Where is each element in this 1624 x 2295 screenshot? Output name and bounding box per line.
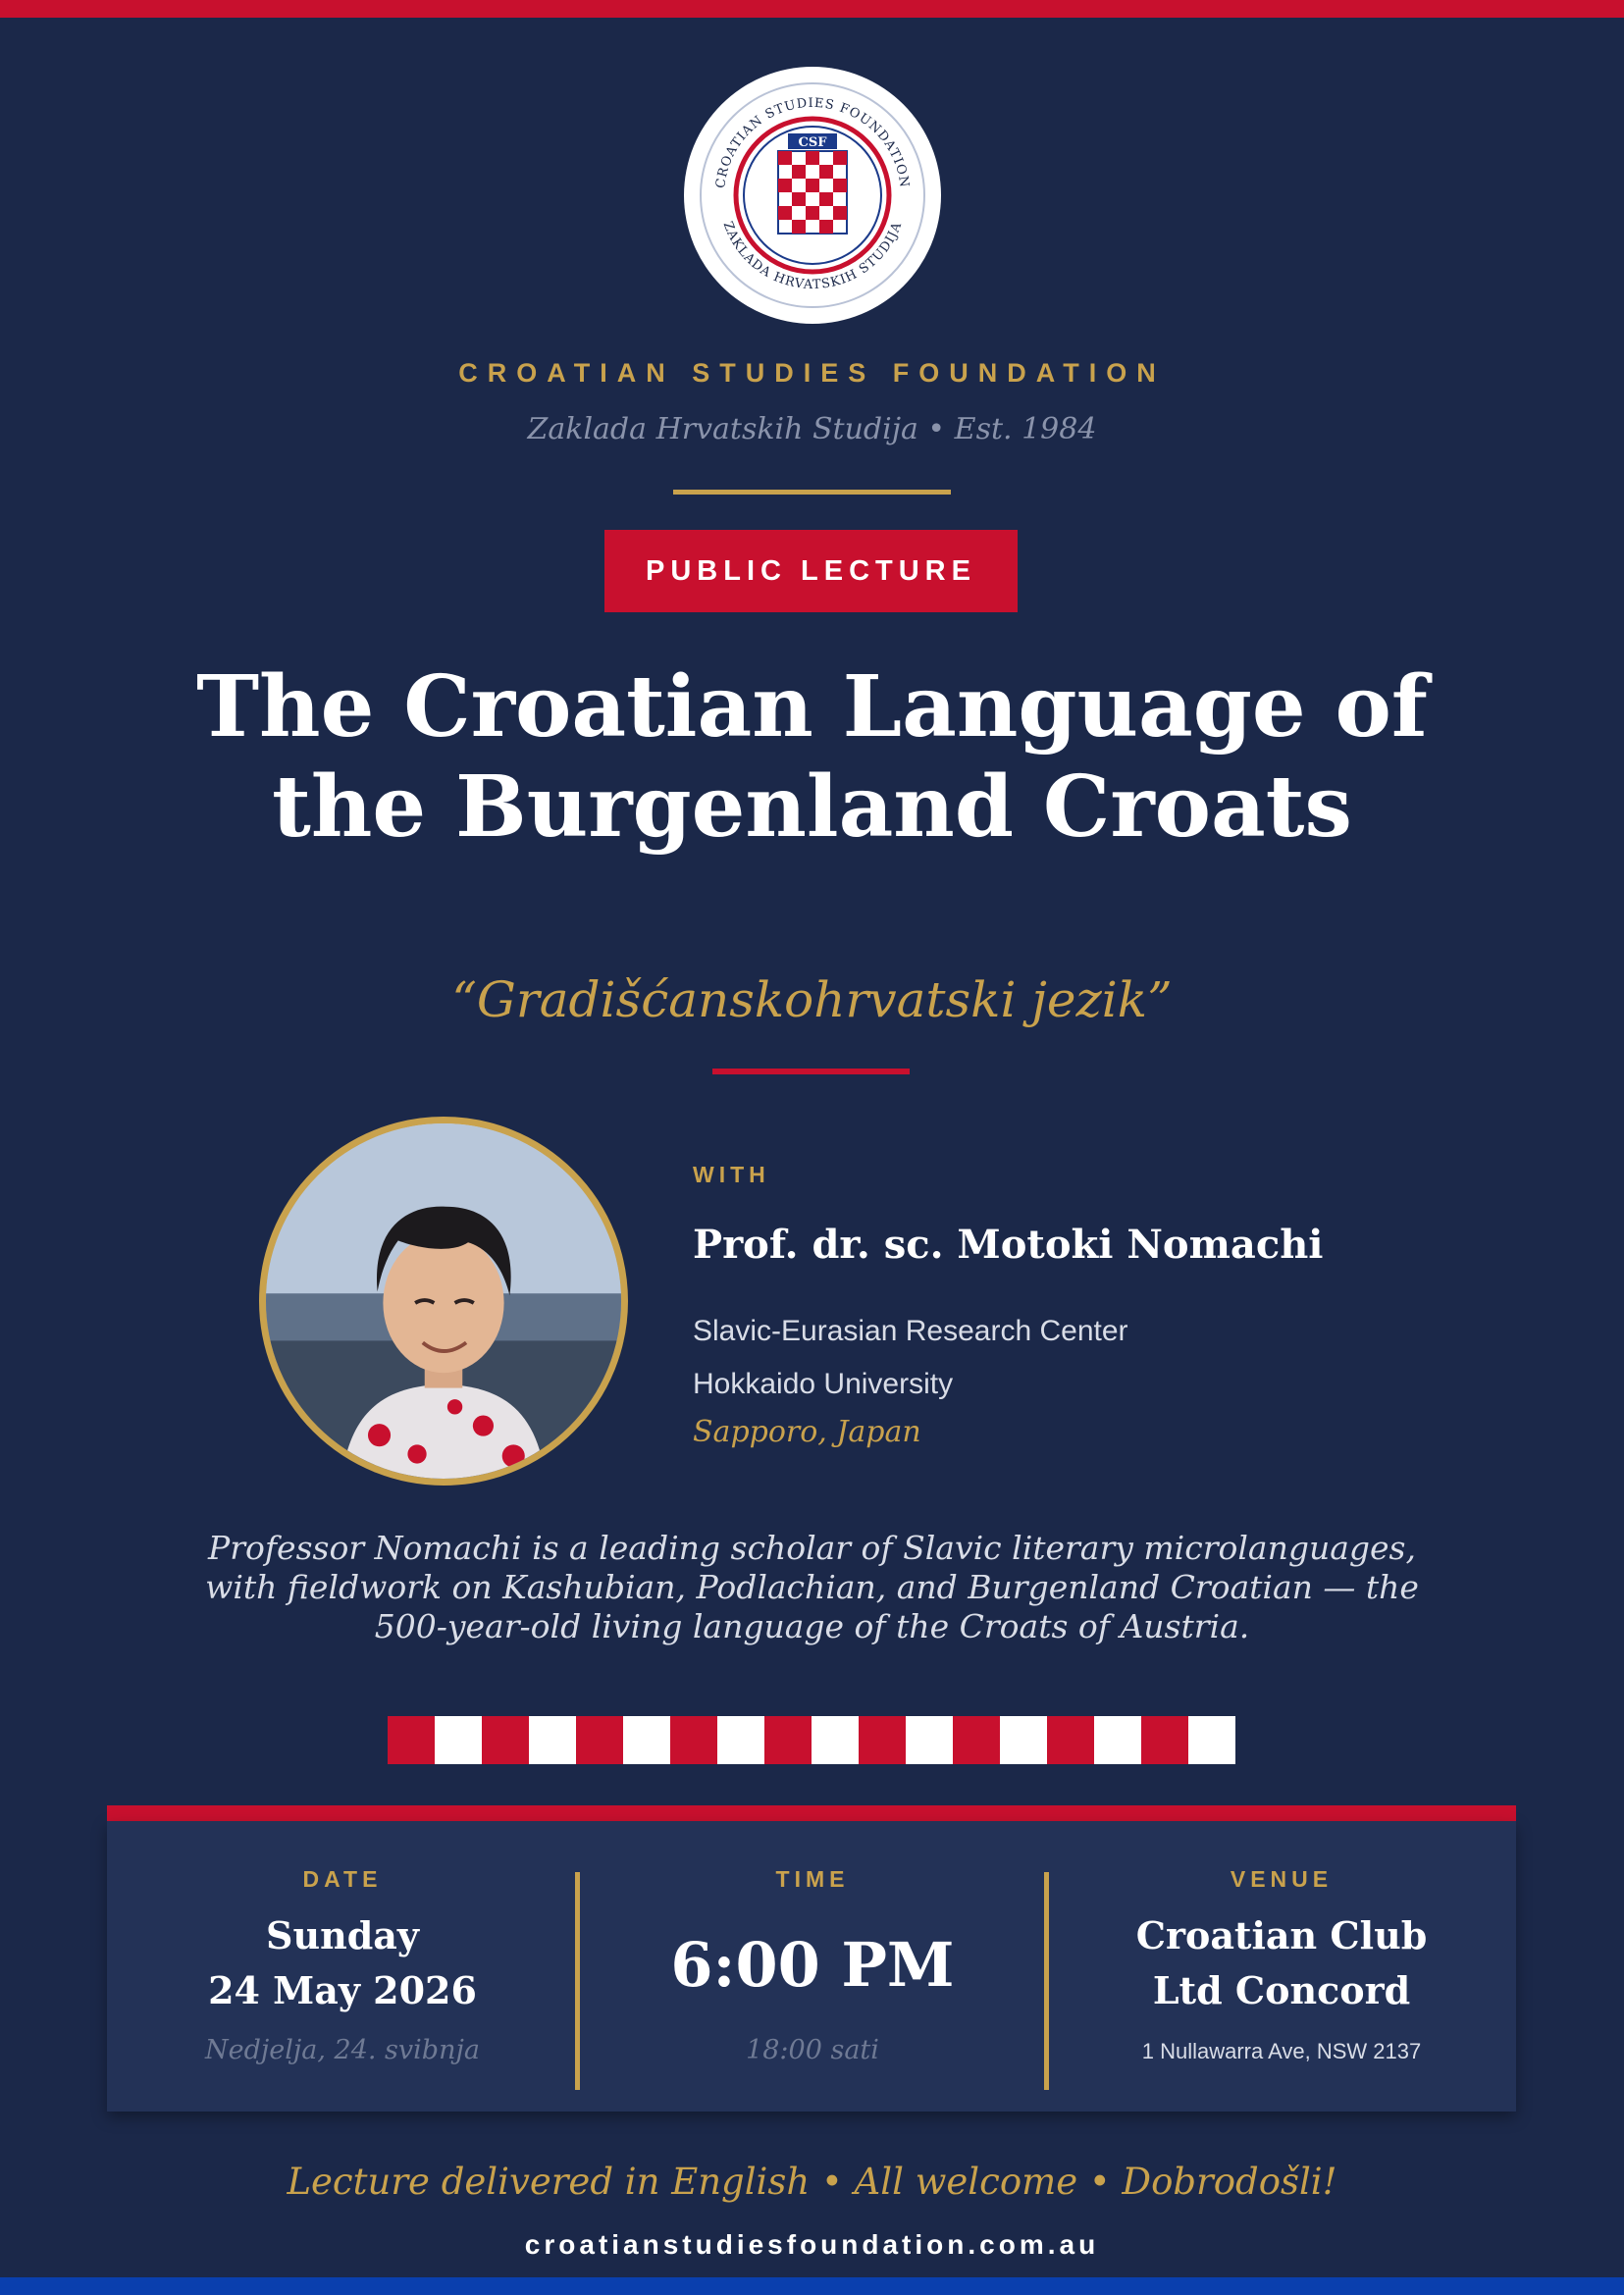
- venue-address: 1 Nullawarra Ave, NSW 2137: [1141, 2039, 1422, 2063]
- organization-subtitle: Zaklada Hrvatskih Studija • Est. 1984: [527, 412, 1097, 446]
- time-column: [578, 1821, 1047, 2112]
- venue-name-line-1: Croatian Club: [1135, 1913, 1428, 1957]
- bottom-blue-stripe: [0, 2277, 1624, 2295]
- speaker-affiliation-university: Hokkaido University: [693, 1368, 954, 1400]
- top-red-stripe: [0, 0, 1624, 18]
- speaker-location: Sapporo, Japan: [693, 1415, 921, 1449]
- speaker-intro-label: WITH: [693, 1162, 770, 1187]
- lecture-title: [98, 657, 1526, 858]
- date-label: DATE: [302, 1866, 383, 1892]
- website-link[interactable]: croatianstudiesfoundation.com.au: [524, 2229, 1100, 2260]
- venue-name-line-2: Ltd Concord: [1152, 1968, 1411, 2012]
- date-croatian: Nedjelja, 24. svibnja: [205, 2035, 480, 2065]
- speaker-portrait-icon: [266, 1123, 621, 1479]
- footer-note: Lecture delivered in English • All welcome • Dobrodošli!: [287, 2161, 1337, 2203]
- time-label: TIME: [775, 1866, 850, 1892]
- time-value: 6:00 PM: [670, 1929, 955, 2001]
- speaker-affiliation-center: Slavic-Eurasian Research Center: [693, 1315, 1128, 1347]
- svg-text:ZAKLADA HRVATSKIH STUDIJA: ZAKLADA HRVATSKIH STUDIJA: [719, 219, 906, 293]
- date-value: 24 May 2026: [208, 1968, 477, 2012]
- date-column: [107, 1821, 578, 2112]
- organization-name: CROATIAN STUDIES FOUNDATION: [458, 358, 1166, 388]
- venue-label: VENUE: [1230, 1866, 1334, 1892]
- lecture-title-line-1: The Croatian Language of: [196, 657, 1428, 756]
- speaker-bio: Professor Nomachi is a leading scholar of Slavic literary microlanguages, with fieldwork on Kashubian, Podlachian, and Burgenland Croatian — the 500-year-old living language of the Croats of Austria.: [205, 1529, 1419, 1645]
- date-weekday: Sunday: [266, 1913, 419, 1957]
- speaker-portrait: [259, 1117, 628, 1486]
- event-details-panel: [107, 1821, 1516, 2112]
- red-divider: [712, 1069, 910, 1074]
- lecture-title-line-2: the Burgenland Croats: [272, 757, 1352, 857]
- croatian-checkerboard-strip: [388, 1716, 1235, 1764]
- time-croatian: 18:00 sati: [746, 2035, 879, 2065]
- event-type-badge: PUBLIC LECTURE: [604, 530, 1018, 612]
- gold-divider: [673, 490, 951, 495]
- svg-text:CROATIAN STUDIES FOUNDATION: CROATIAN STUDIES FOUNDATION: [713, 95, 912, 189]
- lecture-subtitle: “Gradišćanskohrvatski jezik”: [451, 971, 1173, 1028]
- speaker-name: Prof. dr. sc. Motoki Nomachi: [693, 1222, 1324, 1268]
- svg-text:CSF: CSF: [798, 135, 827, 150]
- foundation-seal-icon: [684, 67, 941, 324]
- details-panel-top-stripe: [107, 1805, 1516, 1821]
- venue-column: [1047, 1821, 1516, 2112]
- foundation-logo: [684, 67, 941, 324]
